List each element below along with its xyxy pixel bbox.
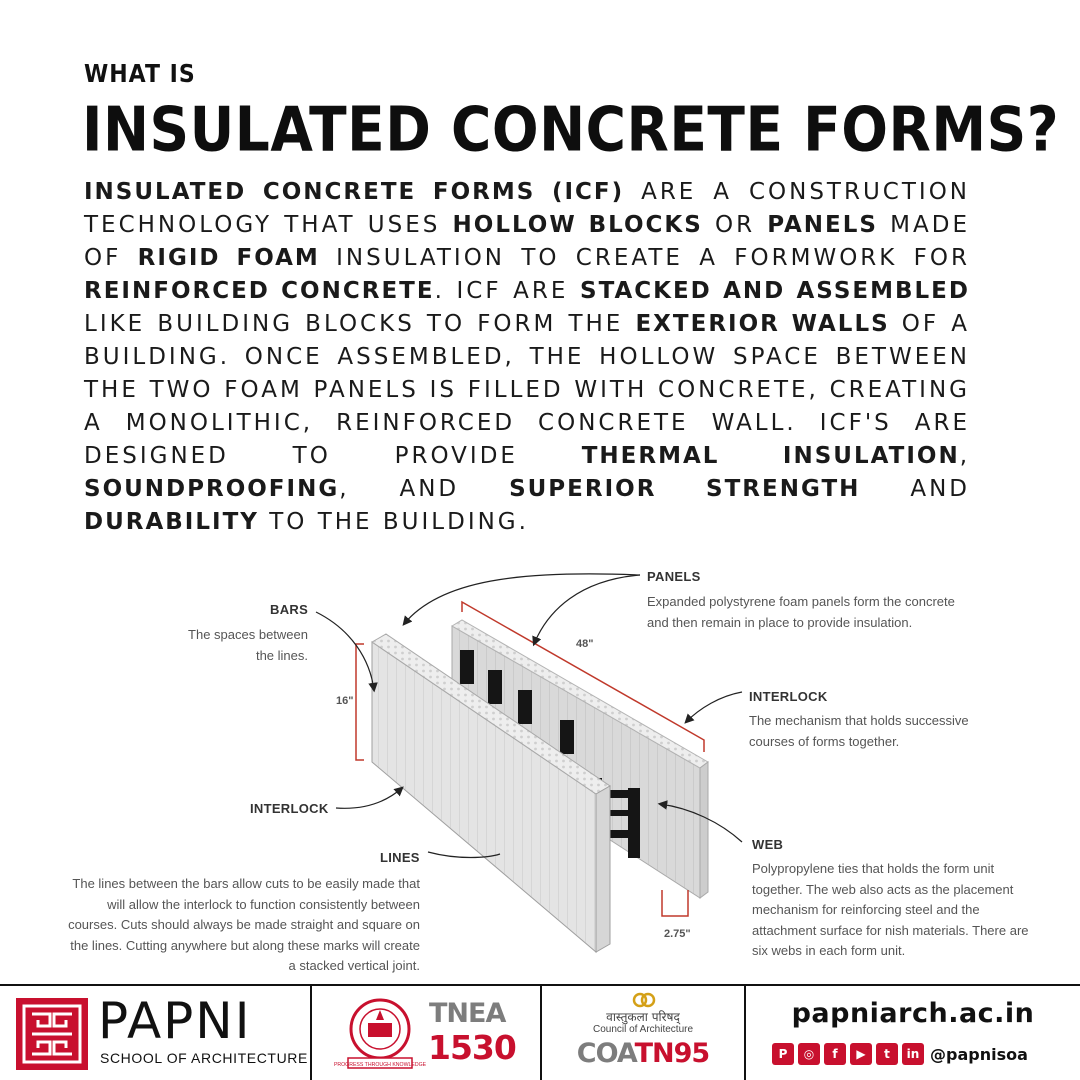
footer-coa bbox=[542, 986, 746, 1080]
callout-bars-desc: The spaces between the lines. bbox=[188, 627, 308, 663]
coa-code bbox=[542, 1038, 744, 1069]
callout-web-title: WEB bbox=[752, 837, 784, 852]
coa-prefix: COA bbox=[576, 1038, 635, 1069]
footer-contact bbox=[746, 986, 1080, 1080]
pinterest-icon[interactable]: P bbox=[772, 1043, 794, 1065]
leader-interlock-left bbox=[336, 788, 402, 808]
papni-logo-icon bbox=[16, 998, 88, 1070]
coa-english-text: Council of Architecture bbox=[592, 1024, 694, 1035]
leader-panels-2 bbox=[534, 575, 640, 644]
bold-term: EXTERIOR WALLS bbox=[635, 311, 890, 337]
bold-term: SOUNDPROOFING bbox=[84, 476, 340, 502]
twitter-icon[interactable]: t bbox=[876, 1043, 898, 1065]
bold-term: PANELS bbox=[767, 212, 878, 238]
footer-tnea bbox=[312, 986, 542, 1080]
callout-lines-title: LINES bbox=[380, 850, 420, 865]
callout-lines-desc: The lines between the bars allow cuts to be easily made that will allow the interlock to function consistently between courses. Cuts should always be made straight and square on the lines. Cutting anywhere but along these marks will create a stacked vertical joint. bbox=[68, 876, 420, 973]
seal-motto: PROGRESS THROUGH KNOWLEDGE bbox=[333, 1062, 427, 1068]
dimension-thickness: 2.75" bbox=[664, 928, 691, 940]
school-name: PAPNI bbox=[98, 992, 252, 1050]
bold-term: RIGID FOAM bbox=[137, 245, 320, 271]
facebook-icon[interactable]: f bbox=[824, 1043, 846, 1065]
instagram-icon[interactable]: ◎ bbox=[798, 1043, 820, 1065]
youtube-icon[interactable]: ▶ bbox=[850, 1043, 872, 1065]
leader-interlock-right bbox=[686, 692, 742, 722]
bold-term: SUPERIOR STRENGTH bbox=[509, 476, 861, 502]
footer-bar bbox=[0, 984, 1080, 1080]
coa-hindi-text: वास्तुकला परिषद् bbox=[606, 1010, 680, 1024]
callout-panels-title: PANELS bbox=[647, 569, 701, 584]
icf-diagram bbox=[0, 560, 1080, 980]
leader-bars bbox=[316, 612, 374, 690]
tnea-code: 1530 bbox=[428, 1028, 516, 1067]
linkedin-icon[interactable]: in bbox=[902, 1043, 924, 1065]
bold-term: INSULATED CONCRETE FORMS (ICF) bbox=[84, 179, 625, 205]
tnea-label: TNEA bbox=[429, 998, 506, 1029]
kicker-text: WHAT IS bbox=[84, 60, 196, 89]
footer-school bbox=[0, 986, 312, 1080]
dimension-height: 16" bbox=[336, 695, 354, 707]
coa-suffix: TN95 bbox=[634, 1038, 710, 1069]
callout-panels-desc: Expanded polystyrene foam panels form the concrete and then remain in place to provide insulation. bbox=[647, 594, 955, 630]
bold-term: REINFORCED CONCRETE bbox=[84, 278, 435, 304]
bold-term: THERMAL INSULATION bbox=[581, 443, 960, 469]
bold-term: STACKED AND ASSEMBLED bbox=[580, 278, 970, 304]
dimension-length: 48" bbox=[576, 638, 594, 650]
website-link[interactable]: papniarch.ac.in bbox=[791, 998, 1035, 1029]
coa-logo-icon bbox=[632, 991, 656, 1009]
anna-university-seal-icon bbox=[333, 996, 427, 1070]
bold-term: HOLLOW BLOCKS bbox=[452, 212, 703, 238]
bold-term: DURABILITY bbox=[84, 509, 259, 535]
callout-interlock-left-title: INTERLOCK bbox=[250, 801, 329, 816]
social-handle[interactable]: @papnisoa bbox=[930, 1044, 1028, 1064]
callout-interlock-right-desc: The mechanism that holds successive courses of forms together. bbox=[749, 713, 969, 749]
callout-interlock-right-title: INTERLOCK bbox=[749, 689, 828, 704]
callout-bars-title: BARS bbox=[270, 602, 309, 617]
maze-pattern-icon bbox=[16, 998, 88, 1070]
school-subtitle: SCHOOL OF ARCHITECTURE bbox=[100, 1050, 308, 1066]
description-paragraph: INSULATED CONCRETE FORMS (ICF) ARE A CONSTRUCTION TECHNOLOGY THAT USES HOLLOW BLOCKS OR PANELS MADE OF RIGID FOAM INSULATION TO CREATE A FORMWORK FOR REINFORCED CONCRETE. ICF ARE STACKED AND ASSEMBLED LIKE BUILDING BLOCKS TO FORM THE EXTERIOR WALLS OF A BUILDING. ONCE ASSEMBLED, THE HOLLOW SPACE BETWEEN THE TWO FOAM PANELS IS FILLED WITH CONCRETE, CREATING A MONOLITHIC, REINFORCED CONCRETE WALL. ICF'S ARE DESIGNED TO PROVIDE THERMAL INSULATION, SOUNDPROOFING, AND SUPERIOR STRENGTH AND DURABILITY TO THE BUILDING. bbox=[84, 179, 971, 535]
page-title: INSULATED CONCRETE FORMS? bbox=[82, 93, 1060, 166]
callout-web-desc: Polypropylene ties that holds the form unit together. The web also acts as the placement mechanism for reinforcing steel and the attachment surface for nish materials. There are six webs in each form unit. bbox=[752, 861, 1029, 958]
social-links bbox=[772, 1043, 1028, 1065]
